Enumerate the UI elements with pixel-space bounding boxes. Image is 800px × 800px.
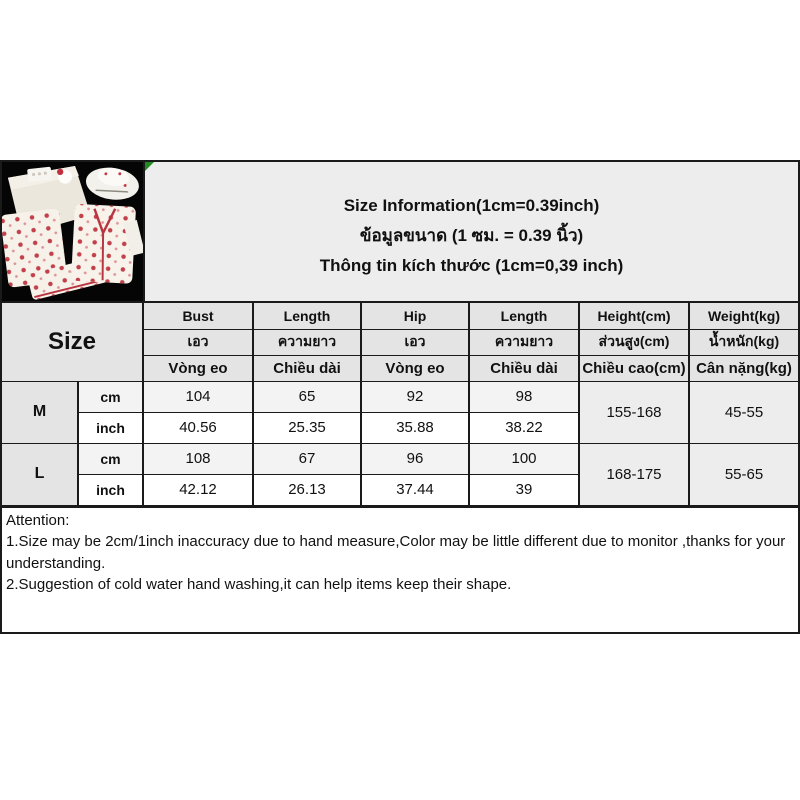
title-english: Size Information(1cm=0.39inch) bbox=[343, 195, 600, 215]
col-header-weight-th: น้ำหนัก(kg) bbox=[689, 329, 798, 355]
unit-inch-label: inch bbox=[78, 474, 143, 505]
l-cm-length1: 67 bbox=[253, 443, 361, 474]
l-cm-bust: 108 bbox=[143, 443, 253, 474]
col-header-length1-vi: Chiều dài bbox=[253, 355, 361, 381]
l-height-range: 168-175 bbox=[579, 443, 689, 505]
m-inch-hip: 35.88 bbox=[361, 412, 469, 443]
unit-cm-label: cm bbox=[78, 381, 143, 412]
size-info-title-cell bbox=[145, 162, 798, 301]
l-weight-range: 55-65 bbox=[689, 443, 798, 505]
m-inch-length1: 25.35 bbox=[253, 412, 361, 443]
m-inch-bust: 40.56 bbox=[143, 412, 253, 443]
l-inch-length1: 26.13 bbox=[253, 474, 361, 505]
l-inch-hip: 37.44 bbox=[361, 474, 469, 505]
size-m-label: M bbox=[2, 381, 78, 443]
col-header-length1-en: Length bbox=[253, 303, 361, 329]
col-header-length2-th: ความยาว bbox=[469, 329, 579, 355]
product-photo-cell bbox=[2, 162, 145, 301]
l-cm-hip: 96 bbox=[361, 443, 469, 474]
m-cm-length1: 65 bbox=[253, 381, 361, 412]
l-inch-length2: 39 bbox=[469, 474, 579, 505]
col-header-height-th: ส่วนสูง(cm) bbox=[579, 329, 689, 355]
size-l-label: L bbox=[2, 443, 78, 505]
col-header-bust-en: Bust bbox=[143, 303, 253, 329]
attention-heading: Attention: bbox=[6, 511, 70, 529]
col-header-bust-th: เอว bbox=[143, 329, 253, 355]
m-cm-hip: 92 bbox=[361, 381, 469, 412]
col-header-hip-th: เอว bbox=[361, 329, 469, 355]
m-height-range: 155-168 bbox=[579, 381, 689, 443]
m-weight-range: 45-55 bbox=[689, 381, 798, 443]
col-header-length1-th: ความยาว bbox=[253, 329, 361, 355]
green-corner-triangle-icon bbox=[145, 162, 154, 171]
col-header-weight-en: Weight(kg) bbox=[689, 303, 798, 329]
title-thai: ข้อมูลขนาด (1 ซม. = 0.39 นิ้ว) bbox=[359, 225, 584, 245]
l-inch-bust: 42.12 bbox=[143, 474, 253, 505]
attention-note-1: 1.Size may be 2cm/1inch inaccuracy due to hand measure,Color may be little different due to monitor ,thanks for your understanding. bbox=[6, 533, 786, 572]
unit-inch-label: inch bbox=[78, 412, 143, 443]
col-header-hip-vi: Vòng eo bbox=[361, 355, 469, 381]
title-row bbox=[2, 162, 798, 303]
col-header-height-en: Height(cm) bbox=[579, 303, 689, 329]
col-header-height-vi: Chiều cao(cm) bbox=[579, 355, 689, 381]
col-header-length2-vi: Chiều dài bbox=[469, 355, 579, 381]
size-table bbox=[2, 303, 798, 506]
m-cm-length2: 98 bbox=[469, 381, 579, 412]
col-header-hip-en: Hip bbox=[361, 303, 469, 329]
col-header-weight-vi: Cân nặng(kg) bbox=[689, 355, 798, 381]
size-chart-panel bbox=[0, 160, 800, 634]
title-vietnamese: Thông tin kích thước (1cm=0,39 inch) bbox=[319, 255, 624, 275]
size-header-cell: Size bbox=[2, 303, 143, 381]
attention-section bbox=[2, 506, 798, 632]
product-photo bbox=[2, 162, 143, 301]
col-header-length2-en: Length bbox=[469, 303, 579, 329]
col-header-bust-vi: Vòng eo bbox=[143, 355, 253, 381]
attention-note-2: 2.Suggestion of cold water hand washing,it can help items keep their shape. bbox=[6, 576, 512, 593]
l-cm-length2: 100 bbox=[469, 443, 579, 474]
unit-cm-label: cm bbox=[78, 443, 143, 474]
m-cm-bust: 104 bbox=[143, 381, 253, 412]
m-inch-length2: 38.22 bbox=[469, 412, 579, 443]
